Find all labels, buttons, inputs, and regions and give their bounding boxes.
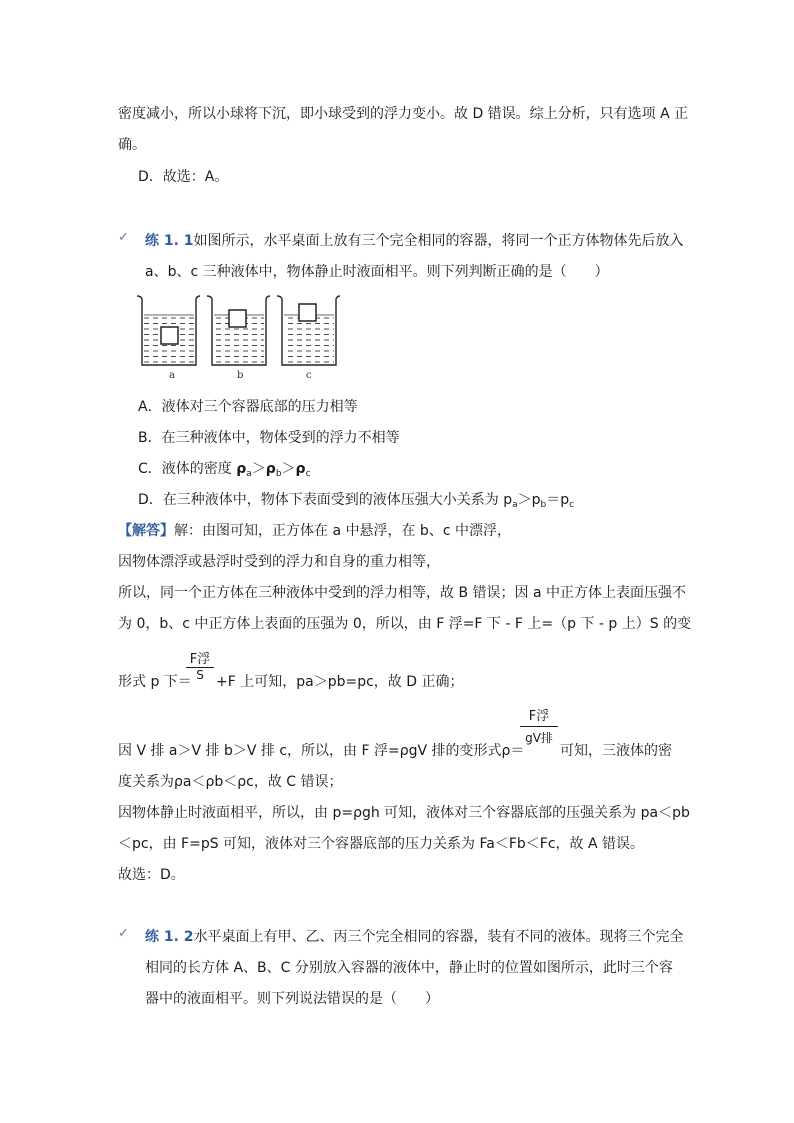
p-symbol: p — [531, 492, 541, 508]
solution-line-2: 因物体漂浮或悬浮时受到的浮力和自身的重力相等， — [118, 554, 440, 570]
rho-symbol: ρ — [265, 461, 276, 477]
eq-symbol: ＝ — [546, 492, 561, 508]
sub-c: c — [569, 500, 575, 510]
beaker-a — [137, 296, 200, 365]
solution-answer: 故选：D。 — [118, 867, 185, 883]
fraction-2-bar — [520, 726, 558, 727]
fraction-1-numerator: F浮 — [189, 652, 211, 667]
p-symbol: p — [503, 492, 513, 508]
solution-line-6-post: 可知，三液体的密 — [560, 743, 672, 759]
cube-a — [161, 327, 178, 344]
cube-c — [299, 304, 316, 321]
option-c-prefix: C．液体的密度 — [138, 461, 237, 477]
exercise-1-2-stem-line-1 — [145, 926, 684, 946]
beakers-figure — [134, 293, 346, 369]
solution-line-5-pre: 形式 p 下＝ — [118, 674, 192, 690]
caption-a: a — [169, 370, 175, 381]
fraction-f-buoyancy-over-gv — [520, 705, 558, 746]
fraction-f-buoyancy-over-s — [186, 648, 214, 682]
fraction-1-denominator: S — [196, 668, 204, 682]
exercise-1-2-stem-text: 水平桌面上有甲、乙、丙三个完全相同的容器，装有不同的液体。现将三个完全 — [193, 929, 684, 945]
exercise-1-1-label: 练 1. 1 — [145, 233, 194, 249]
exercise-1-2-stem-line-3: 器中的液面相平。则下列说法错误的是（ ） — [145, 991, 439, 1007]
gt-symbol: ＞ — [517, 492, 532, 508]
p-symbol: p — [560, 492, 570, 508]
option-c — [138, 458, 311, 479]
option-d-prefix: D．在三种液体中，物体下表面受到的液体压强大小关系为 — [138, 492, 504, 508]
option-a: A．液体对三个容器底部的压力相等 — [138, 399, 358, 415]
solution-line-9: ＜pc，由 F=pS 可知，液体对三个容器底部的压力关系为 Fa＜Fb＜Fc，故 A 错误。 — [118, 836, 645, 852]
option-d — [138, 489, 574, 510]
solution-text-1: 解：由图可知，正方体在 a 中悬浮，在 b、c 中漂浮， — [174, 523, 511, 539]
prev-text-line-1: 密度减小，所以小球将下沉，即小球受到的浮力变小。故 D 错误。综上分析，只有选项 A 正 — [118, 106, 689, 122]
sub-a: a — [246, 469, 252, 479]
gt-symbol: ＞ — [281, 461, 296, 477]
solution-line-7: 度关系为ρa＜ρb＜ρc，故 C 错误； — [118, 774, 343, 790]
rho-symbol: ρ — [236, 461, 247, 477]
cube-b — [229, 310, 246, 327]
solution-tag: 【解答】 — [118, 523, 174, 539]
solution-line-4: 为 0，b、c 中正方体上表面的压强为 0，所以，由 F 浮=F 下 - F 上=（p 下 - p 上）S 的变 — [118, 616, 692, 632]
prev-answer: D．故选：A。 — [138, 169, 229, 185]
exercise-1-2-label: 练 1. 2 — [145, 929, 194, 945]
rho-symbol: ρ — [295, 461, 306, 477]
beaker-c — [277, 296, 340, 365]
prev-text-line-2: 确。 — [118, 137, 146, 153]
caption-b: b — [237, 370, 244, 381]
check-icon: ✓ — [118, 230, 129, 245]
fraction-2-numerator: F浮 — [528, 709, 550, 724]
caption-c: c — [306, 370, 312, 381]
check-icon: ✓ — [118, 926, 129, 941]
beaker-b — [207, 296, 270, 365]
option-b: B．在三种液体中，物体受到的浮力不相等 — [138, 430, 400, 446]
sub-b: b — [275, 469, 282, 479]
solution-line-5-post: +F 上可知，pa＞pb=pc，故 D 正确； — [216, 674, 464, 690]
sub-a: a — [512, 500, 518, 510]
gt-symbol: ＞ — [251, 461, 266, 477]
exercise-1-1-stem-line-2: a、b、c 三种液体中，物体静止时液面相平。则下列判断正确的是（ ） — [145, 264, 609, 280]
solution-line-3: 所以，同一个正方体在三种液体中受到的浮力相等，故 B 错误；因 a 中正方体上表面压强不 — [118, 585, 686, 601]
sub-c: c — [305, 469, 311, 479]
exercise-1-1-stem-text: 如图所示，水平桌面上放有三个完全相同的容器，将同一个正方体物体先后放入 — [193, 233, 684, 249]
exercise-1-2-stem-line-2: 相同的长方体 A、B、C 分别放入容器的液体中，静止时的位置如图所示，此时三个容 — [145, 960, 673, 976]
solution-line-6-pre: 因 V 排 a＞V 排 b＞V 排 c，所以，由 F 浮=ρgV 排的变形式ρ＝ — [118, 743, 525, 759]
solution-line-1 — [118, 520, 511, 540]
fraction-2-denominator: gV排 — [525, 731, 553, 745]
solution-line-8: 因物体静止时液面相平，所以，由 p=ρgh 可知，液体对三个容器底部的压强关系为 pa＜pb — [118, 805, 690, 821]
exercise-1-1-stem-line-1 — [145, 230, 684, 250]
sub-b: b — [540, 500, 547, 510]
